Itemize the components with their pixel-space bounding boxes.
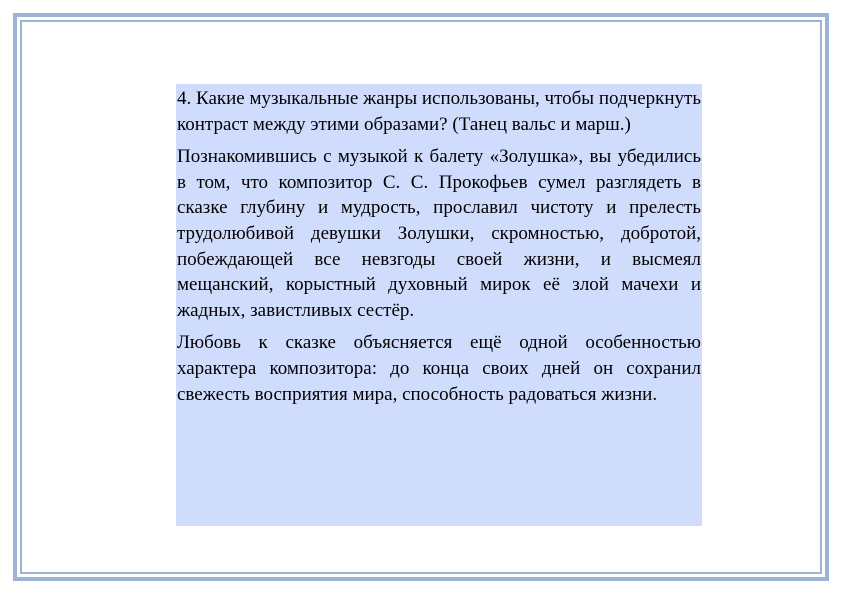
prokofiev-paragraph: Познакомившись с музыкой к балету «Золушка», вы убедились в том, что композитор С. С. Прокофьев сумел разглядеть в сказке глубину и мудрость, прославил чистоту и прелесть трудолюбивой девушки Золушки, скромностью, добротой, побеждающей все невзгоды своей жизни, и высмеял мещанский, корыстный духовный мирок её злой мачехи и жадных, завистливых сестёр.	[177, 146, 701, 321]
question-paragraph: 4. Какие музыкальные жанры использованы, чтобы подчеркнуть контраст между этими образами? (Танец вальс и марш.)	[177, 88, 701, 135]
composer-character-paragraph: Любовь к сказке объясняется ещё одной особенностью характера композитора: до конца своих дней он сохранил свежесть восприятия мира, способность радоваться жизни.	[177, 332, 701, 405]
text-box	[176, 84, 702, 526]
